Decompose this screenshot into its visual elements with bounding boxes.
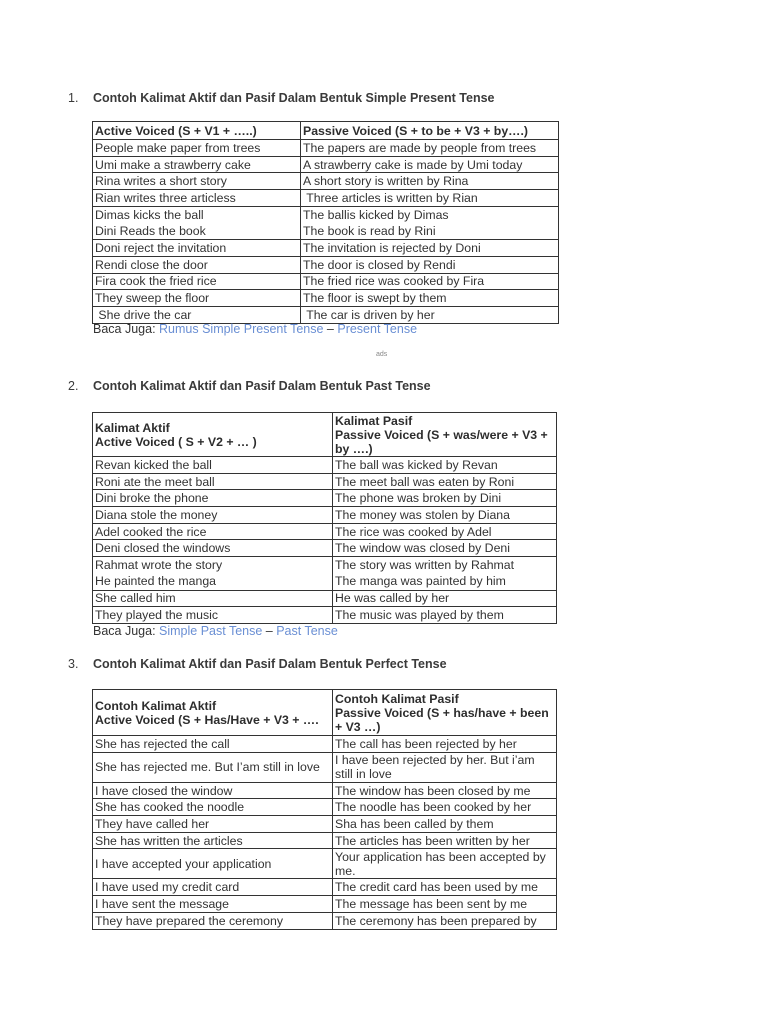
passive-cell: The window has been closed by me [333,782,557,799]
section-1-heading [68,91,494,105]
passive-cell: The papers are made by people from trees [301,140,559,157]
table-row [93,273,559,290]
passive-cell: Your application has been accepted by me. [333,849,557,879]
table-row [93,896,557,913]
passive-cell: The rice was cooked by Adel [333,523,557,540]
active-cell: Rahmat wrote the story [93,557,333,574]
section-3-number: 3. [68,657,79,671]
active-cell: Umi make a strawberry cake [93,156,301,173]
section-2-heading [68,379,431,393]
table-3-header-active-title: Contoh Kalimat Aktif [95,698,217,713]
passive-cell: The floor is swept by them [301,290,559,307]
active-cell: They have prepared the ceremony [93,912,333,929]
table-row [93,752,557,782]
table-row [93,490,557,507]
table-row [93,240,559,257]
active-cell: Revan kicked the ball [93,457,333,474]
section-3-title: Contoh Kalimat Aktif dan Pasif Dalam Bentuk Perfect Tense [93,657,447,671]
active-cell: Deni closed the windows [93,540,333,557]
table-row [93,590,557,607]
passive-cell: The door is closed by Rendi [301,256,559,273]
table-row [93,557,557,574]
table-2-header-passive-formula: Passive Voiced (S + was/were + V3 + by ….) [335,427,548,456]
baca-juga-2 [93,624,338,638]
table-row [93,523,557,540]
baca-juga-prefix: Baca Juga: [93,322,160,336]
ads-label: ads [376,351,388,358]
active-cell: Dini Reads the book [93,223,301,240]
active-cell: Roni ate the meet ball [93,473,333,490]
baca-juga-separator: – [323,322,338,336]
passive-cell: The meet ball was eaten by Roni [333,473,557,490]
active-cell: Fira cook the fried rice [93,273,301,290]
active-cell: He painted the manga [93,573,333,590]
active-cell: I have closed the window [93,782,333,799]
passive-cell: The articles has been written by her [333,832,557,849]
section-3-heading [68,657,447,671]
table-3-header-passive-formula: Passive Voiced (S + has/have + been + V3 …) [335,705,549,734]
section-1-number: 1. [68,91,79,105]
baca-juga-prefix: Baca Juga: [93,624,160,638]
active-cell: They played the music [93,607,333,624]
active-cell: Rian writes three articless [93,190,301,207]
passive-cell: The ball was kicked by Revan [333,457,557,474]
passive-cell: The message has been sent by me [333,896,557,913]
passive-cell: A short story is written by Rina [301,173,559,190]
active-cell: I have used my credit card [93,879,333,896]
active-cell: She drive the car [93,306,301,323]
passive-cell: He was called by her [333,590,557,607]
table-2-header-passive-title: Kalimat Pasif [335,413,413,428]
passive-cell: The car is driven by her [301,306,559,323]
passive-cell: The story was written by Rahmat [333,557,557,574]
table-row [93,457,557,474]
link-simple-past-tense[interactable]: Simple Past Tense [159,624,263,638]
active-cell: Doni reject the invitation [93,240,301,257]
link-present-tense[interactable]: Present Tense [337,322,418,336]
table-2-header-active-title: Kalimat Aktif [95,420,170,435]
active-cell: She has rejected me. But I’am still in love [93,752,333,782]
table-3-header-passive-title: Contoh Kalimat Pasif [335,691,459,706]
passive-cell: The money was stolen by Diana [333,507,557,524]
section-1-title: Contoh Kalimat Aktif dan Pasif Dalam Bentuk Simple Present Tense [93,91,495,105]
table-row [93,832,557,849]
table-row [93,223,559,240]
link-past-tense[interactable]: Past Tense [276,624,338,638]
passive-cell: Three articles is written by Rian [301,190,559,207]
table-row [93,507,557,524]
active-cell: Rendi close the door [93,256,301,273]
passive-cell: The book is read by Rini [301,223,559,240]
table-3-header-active-formula: Active Voiced (S + Has/Have + V3 + …. [95,712,319,727]
table-row [93,799,557,816]
passive-cell: The window was closed by Deni [333,540,557,557]
table-row [93,573,557,590]
active-cell: Dini broke the phone [93,490,333,507]
table-row [93,256,559,273]
table-row [93,879,557,896]
table-row [93,540,557,557]
active-cell: She called him [93,590,333,607]
table-2-header-active-formula: Active Voiced ( S + V2 + … ) [95,434,257,449]
active-cell: She has rejected the call [93,736,333,753]
table-row [93,306,559,323]
table-3-header-passive [333,690,557,736]
table-row [93,140,559,157]
passive-cell: The phone was broken by Dini [333,490,557,507]
table-row [93,849,557,879]
active-cell: Diana stole the money [93,507,333,524]
table-1-header-active: Active Voiced (S + V1 + …..) [93,122,301,140]
table-2-header-active [93,413,333,457]
table-row [93,290,559,307]
passive-cell: The ceremony has been prepared by [333,912,557,929]
passive-cell: The call has been rejected by her [333,736,557,753]
active-cell: They sweep the floor [93,290,301,307]
active-cell: Adel cooked the rice [93,523,333,540]
table-row [93,156,559,173]
table-row [93,473,557,490]
table-row [93,206,559,223]
passive-cell: The ballis kicked by Dimas [301,206,559,223]
active-cell: I have accepted your application [93,849,333,879]
table-1-header-passive: Passive Voiced (S + to be + V3 + by….) [301,122,559,140]
passive-cell: A strawberry cake is made by Umi today [301,156,559,173]
table-3-header-active [93,690,333,736]
table-row [93,782,557,799]
baca-juga-1 [93,322,417,336]
section-2-title: Contoh Kalimat Aktif dan Pasif Dalam Bentuk Past Tense [93,379,431,393]
passive-cell: The credit card has been used by me [333,879,557,896]
active-cell: Dimas kicks the ball [93,206,301,223]
active-cell: She has written the articles [93,832,333,849]
table-row [93,607,557,624]
table-row [93,912,557,929]
passive-cell: I have been rejected by her. But i’am still in love [333,752,557,782]
active-cell: Rina writes a short story [93,173,301,190]
link-rumus-simple-present-tense[interactable]: Rumus Simple Present Tense [159,322,324,336]
active-cell: People make paper from trees [93,140,301,157]
passive-cell: The fried rice was cooked by Fira [301,273,559,290]
table-2-header-passive [333,413,557,457]
table-row [93,736,557,753]
simple-present-table [92,121,559,324]
active-cell: They have called her [93,816,333,833]
passive-cell: The music was played by them [333,607,557,624]
passive-cell: The manga was painted by him [333,573,557,590]
table-row [93,190,559,207]
section-2-number: 2. [68,379,79,393]
perfect-tense-table [92,689,557,930]
passive-cell: Sha has been called by them [333,816,557,833]
passive-cell: The noodle has been cooked by her [333,799,557,816]
baca-juga-separator: – [262,624,277,638]
past-tense-table [92,412,557,624]
active-cell: She has cooked the noodle [93,799,333,816]
table-row [93,816,557,833]
table-row [93,173,559,190]
passive-cell: The invitation is rejected by Doni [301,240,559,257]
active-cell: I have sent the message [93,896,333,913]
